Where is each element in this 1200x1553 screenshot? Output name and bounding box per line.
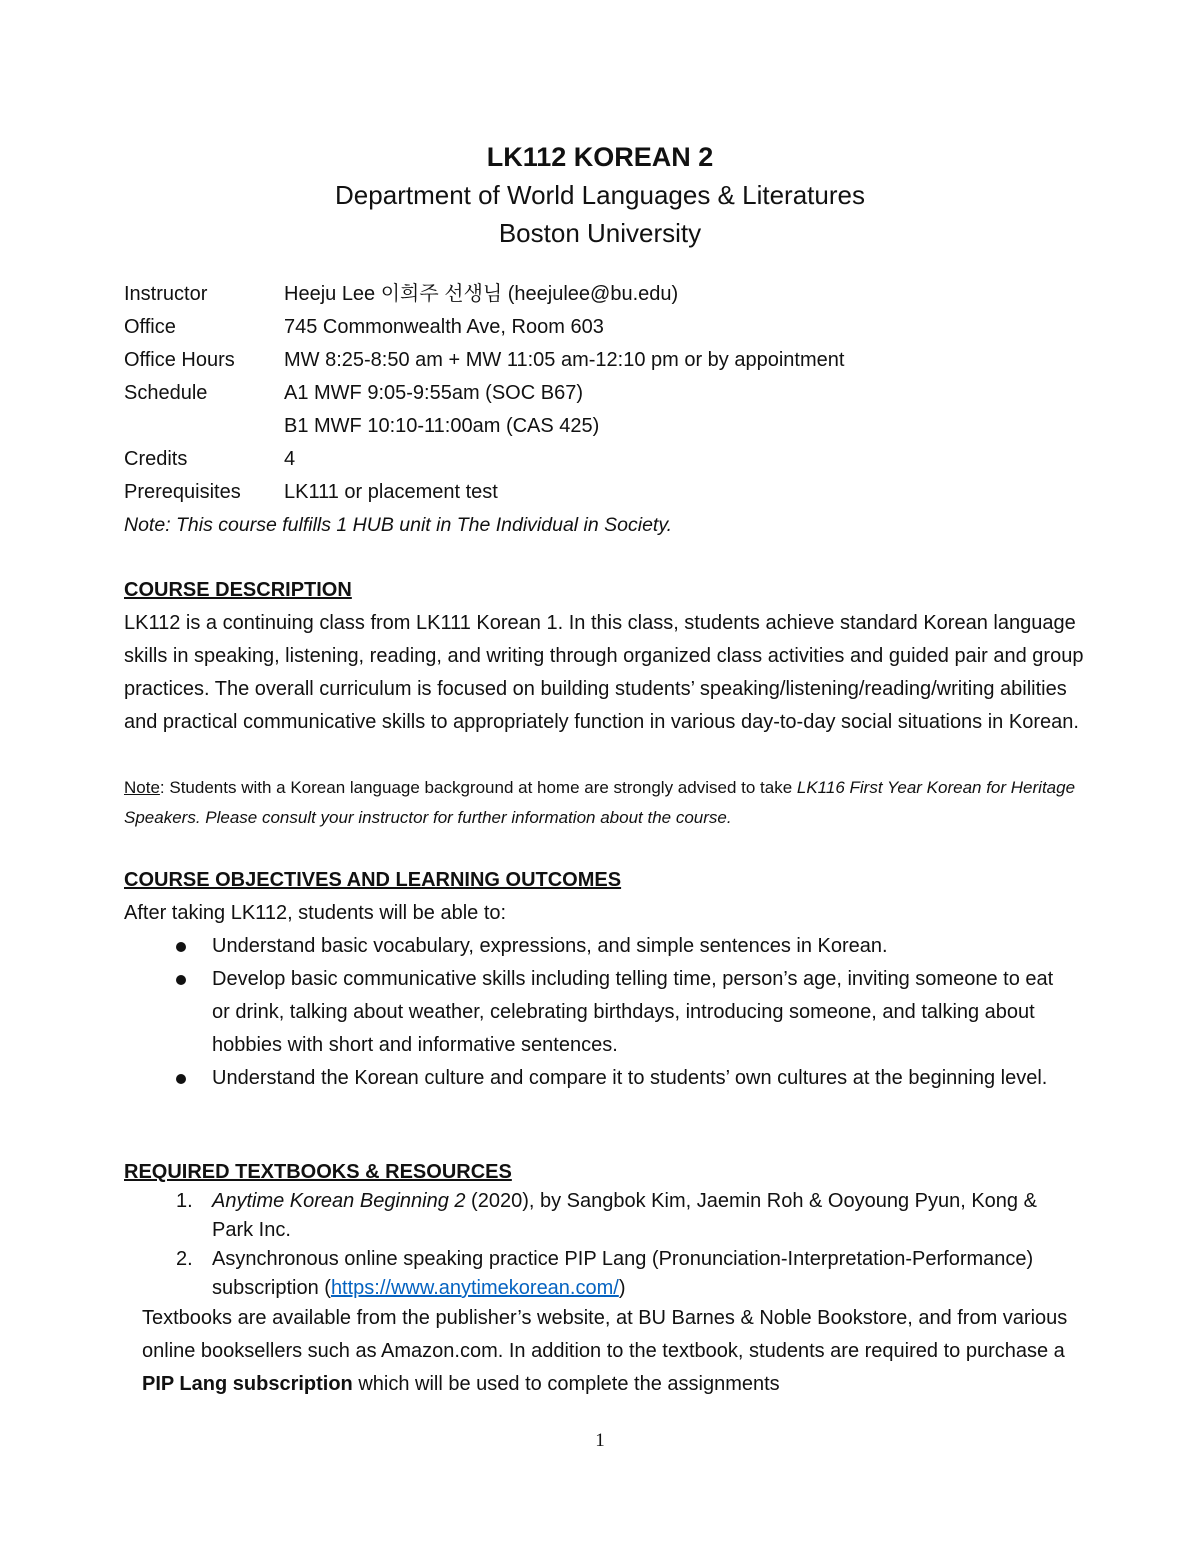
- info-label-empty: [124, 410, 284, 443]
- course-description-heading: COURSE DESCRIPTION: [124, 579, 352, 601]
- info-row-schedule-2: [124, 410, 844, 443]
- university-name: Boston University: [498, 218, 702, 248]
- info-label: Office Hours: [124, 349, 235, 371]
- document-header: [0, 138, 1200, 252]
- bullet-icon: [176, 1074, 186, 1084]
- list-item-text: Develop basic communicative skills including telling time, person’s age, inviting someone to eat or drink, talking about weather, celebrating birthdays, introducing someone, and talking about hobbies with short and informative sentences.: [212, 968, 1054, 1056]
- list-item: [176, 1187, 1076, 1245]
- note-italic-text: LK116 First Year Korean for Heritage Speakers. Please consult your instructor for further information about the course.: [124, 778, 1076, 827]
- info-row-instructor: [124, 278, 844, 311]
- info-value: 4: [284, 448, 296, 470]
- objectives-list: [176, 930, 1076, 1095]
- textbooks-list: [176, 1187, 1076, 1303]
- list-item: [176, 963, 1076, 1062]
- info-value: B1 MWF 10:10-11:00am (CAS 425): [284, 415, 600, 437]
- textbook-details: (2020), by Sangbok Kim, Jaemin Roh & Ooyoung Pyun, Kong & Park Inc.: [212, 1190, 1037, 1241]
- pip-lang-close: ): [618, 1277, 626, 1299]
- availability-text-end: which will be used to complete the assignments: [352, 1373, 780, 1395]
- list-number: 1.: [176, 1190, 193, 1212]
- note-plain-text: : Students with a Korean language background at home are strongly advised to take: [159, 778, 797, 797]
- info-row-schedule: [124, 377, 844, 410]
- info-label: Office: [124, 316, 176, 338]
- pip-lang-subscription: PIP Lang subscription: [142, 1373, 353, 1395]
- department-name: Department of World Languages & Literatures: [335, 180, 865, 210]
- info-label: Instructor: [124, 283, 208, 305]
- info-value: LK111 or placement test: [284, 481, 498, 503]
- info-row-prerequisites: [124, 476, 844, 509]
- info-value: Heeju Lee 이희주 선생님 (heejulee@bu.edu): [284, 283, 679, 305]
- textbooks-heading: REQUIRED TEXTBOOKS & RESOURCES: [124, 1161, 512, 1183]
- info-value: A1 MWF 9:05-9:55am (SOC B67): [284, 382, 583, 404]
- heritage-note: [124, 773, 1084, 833]
- course-description-text: LK112 is a continuing class from LK111 Korean 1. In this class, students achieve standard Korean language skills in speaking, listening, reading, and writing through organized class activities and guided pair and group practices. The overall curriculum is focused on building students’ speaking/listening/reading/writing abilities and practical communicative skills to appropriately function in various day-to-day social situations in Korean.: [124, 612, 1084, 733]
- list-item: [176, 930, 1076, 963]
- info-label: Schedule: [124, 382, 208, 404]
- list-item: [176, 1062, 1076, 1095]
- info-label: Credits: [124, 448, 188, 470]
- list-item-text: Understand basic vocabulary, expressions, and simple sentences in Korean.: [212, 935, 888, 957]
- list-item-text: Understand the Korean culture and compare it to students’ own cultures at the beginning level.: [212, 1067, 1048, 1089]
- objectives-heading: COURSE OBJECTIVES AND LEARNING OUTCOMES: [124, 869, 622, 891]
- pip-lang-text: Asynchronous online speaking practice PIP Lang (Pronunciation-Interpretation-Performance) subscription (: [212, 1248, 1034, 1299]
- hub-note: Note: This course fulfills 1 HUB unit in The Individual in Society.: [124, 514, 673, 536]
- objectives-intro: After taking LK112, students will be able to:: [124, 902, 507, 924]
- anytimekorean-link[interactable]: https://www.anytimekorean.com/: [330, 1277, 619, 1299]
- page-number: 1: [595, 1430, 605, 1451]
- info-row-office-hours: [124, 344, 844, 377]
- bullet-icon: [176, 975, 186, 985]
- list-number: 2.: [176, 1248, 193, 1270]
- course-title: LK112 KOREAN 2: [486, 142, 714, 172]
- info-row-credits: [124, 443, 844, 476]
- note-label: Note: [124, 778, 160, 797]
- info-label: Prerequisites: [124, 481, 241, 503]
- info-value: MW 8:25-8:50 am + MW 11:05 am-12:10 pm or by appointment: [284, 349, 845, 371]
- bullet-icon: [176, 942, 186, 952]
- textbooks-availability-text: [142, 1302, 1072, 1401]
- info-row-office: [124, 311, 844, 344]
- availability-text-start: Textbooks are available from the publisher’s website, at BU Barnes & Noble Bookstore, and from various online booksellers such as Amazon.com. In addition to the textbook, students are required to purchase a: [142, 1307, 1068, 1362]
- list-item: [176, 1245, 1076, 1303]
- course-info-table: [124, 278, 844, 542]
- textbook-title: Anytime Korean Beginning 2: [212, 1190, 466, 1212]
- info-value: 745 Commonwealth Ave, Room 603: [284, 316, 604, 338]
